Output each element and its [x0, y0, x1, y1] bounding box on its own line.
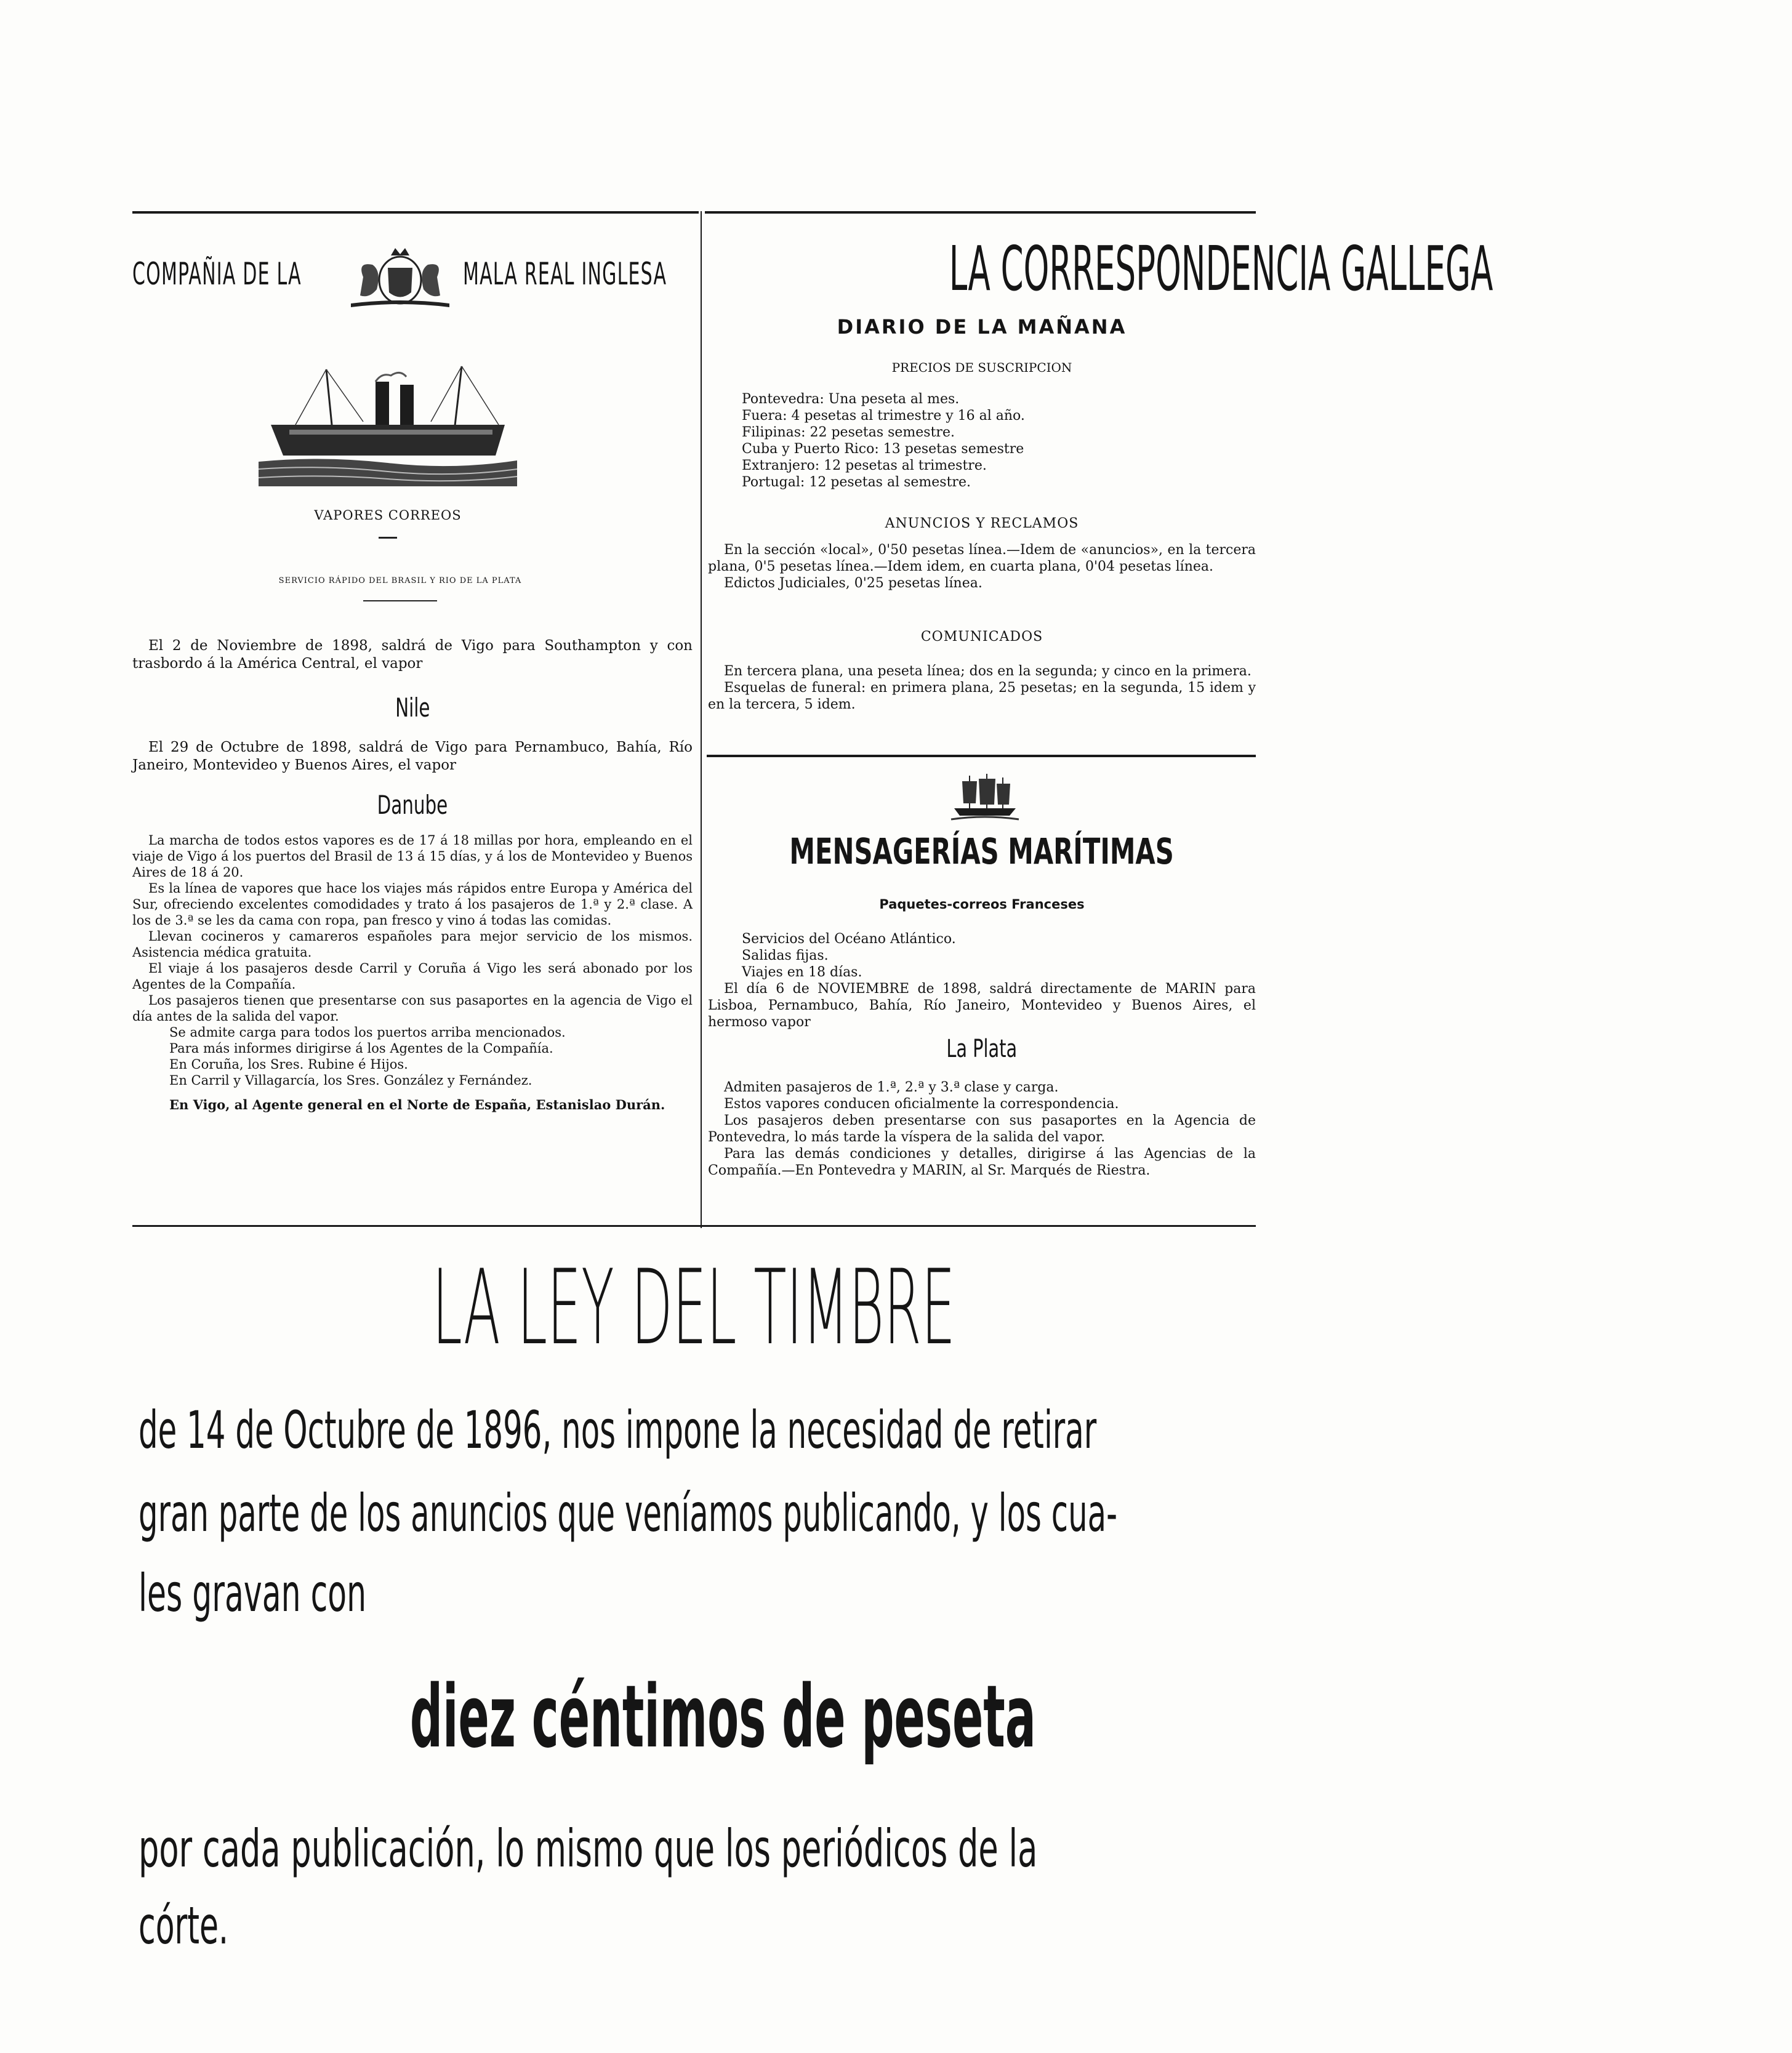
service-line: Servicios del Océano Atlántico. [742, 931, 956, 947]
ley-title-text: LA LEY DEL TIMBRE [432, 1247, 956, 1368]
ship-name-nile [132, 693, 693, 723]
sailing-ship-icon [951, 773, 1019, 823]
ley-highlight-text: diez céntimos de peseta [409, 1667, 1036, 1767]
ley-line-2-text: gran parte de los anuncios que veníamos publicando, y los cua- [139, 1483, 1118, 1543]
ley-line-1-text: de 14 de Octubre de 1896, nos impone la necesidad de retirar [139, 1400, 1097, 1460]
precio-line: Filipinas: 22 pesetas semestre. [742, 425, 955, 440]
body-paragraph: Es la línea de vapores que hace los viajes más rápidos entre Europa y América del Sur, ofreciendo excelentes comodidades y trato á los pasajeros de 1.ª y 2.ª clase. A los de 3.ª se les da cama con ropa, pan fresco y vino á todas las comidas. [132, 881, 693, 928]
notice-nile [132, 637, 693, 673]
la-plata-notice [708, 981, 1256, 1031]
precio-line: Portugal: 12 pesetas al semestre. [742, 475, 971, 490]
body-line: Para más informes dirigirse á los Agentes de la Compañía. [169, 1041, 553, 1056]
precio-line: Pontevedra: Una peseta al mes. [742, 392, 960, 407]
flourish-divider-1 [379, 537, 397, 539]
vapores-correos: VAPORES CORREOS [314, 508, 462, 523]
precios-heading: PRECIOS DE SUSCRIPCION [891, 360, 1072, 375]
ship-name-danube-text: Danube [377, 790, 448, 820]
body-line: En Carril y Villagarcía, los Sres. González y Fernández. [169, 1073, 532, 1088]
ley-line-5 [139, 1896, 508, 1958]
mala-real-title-right [463, 255, 697, 299]
ley-line-5-text: córte. [139, 1895, 229, 1956]
ship-name-nile-text: Nile [395, 693, 430, 723]
body-paragraph: La marcha de todos estos vapores es de 17 á 18 millas por hora, empleando en el viaje de Vigo á los puertos del Brasil de 13 á 15 días, y á los de Montevideo y Buenos Aires de 18 á 20. [132, 833, 693, 880]
agent-line: En Vigo, al Agente general en el Norte de España, Estanislao Durán. [169, 1097, 665, 1112]
comunicados-text: En tercera plana, una peseta línea; dos en la segunda; y cinco en la primera. [724, 664, 1252, 679]
mensagerias-subtitle-text: Paquetes-correos Franceses [879, 897, 1085, 912]
correspondencia-subtitle [708, 315, 1256, 339]
service-line: Viajes en 18 días. [742, 965, 862, 980]
anuncios-text: En la sección «local», 0'50 pesetas línea.—Idem de «anuncios», en la tercera plana, 0'5 pesetas línea.—Idem idem, en cuarta plana, 0'04 pesetas línea. [708, 542, 1256, 574]
service-line: Salidas fijas. [742, 948, 829, 963]
ship-name-la-plata-text: La Plata [946, 1035, 1018, 1063]
mensagerias-title-text: MENSAGERÍAS MARÍTIMAS [789, 830, 1175, 872]
precio-line: Extranjero: 12 pesetas al trimestre. [742, 458, 987, 473]
ship-name-danube [132, 790, 693, 821]
ley-line-1 [139, 1400, 1259, 1462]
flourish-divider-2 [363, 600, 437, 601]
la-plata-notice-text: El día 6 de NOVIEMBRE de 1898, saldrá directamente de MARIN para Lisboa, Pernambuco, Bahía, Río Janeiro, Montevideo y Buenos Aires, el hermoso vapor [708, 981, 1256, 1030]
body-paragraph: Estos vapores conducen oficialmente la correspondencia. [724, 1096, 1119, 1112]
servicio-line: SERVICIO RÁPIDO DEL BRASIL Y RIO DE LA PLATA [278, 576, 522, 585]
title-right-text: MALA REAL INGLESA [463, 256, 667, 292]
ley-highlight [132, 1667, 1256, 1767]
precio-line: Cuba y Puerto Rico: 13 pesetas semestre [742, 441, 1024, 457]
body-paragraph: Admiten pasajeros de 1.ª, 2.ª y 3.ª clase y carga. [724, 1080, 1059, 1095]
precios-list [742, 391, 1247, 491]
ley-line-2 [139, 1484, 1259, 1545]
top-rule-left [132, 211, 699, 214]
title-left-text: COMPAÑIA DE LA [132, 256, 302, 292]
esquelas-text: Esquelas de funeral: en primera plana, 25 pesetas; en la segunda, 15 idem y en la tercera, 5 idem. [708, 680, 1256, 712]
steamship-icon [259, 357, 517, 486]
notice-danube-text: El 29 de Octubre de 1898, saldrá de Vigo para Pernambuco, Bahía, Río Janeiro, Montevideo y Buenos Aires, el vapor [132, 739, 693, 773]
mala-real-title-left [132, 255, 342, 299]
ley-line-3-text: les gravan con [139, 1563, 367, 1623]
notice-nile-text: El 2 de Noviembre de 1898, saldrá de Vigo para Southampton y con trasbordo á la América Central, el vapor [132, 638, 693, 672]
comunicados-heading: COMUNICADOS [920, 629, 1043, 645]
edictos-text: Edictos Judiciales, 0'25 pesetas línea. [724, 576, 982, 591]
body-paragraph: Para las demás condiciones y detalles, dirigirse á las Agencias de la Compañía.—En Pontevedra y MARIN, al Sr. Marqués de Riestra. [708, 1146, 1256, 1178]
column-divider [701, 211, 702, 1228]
bottom-rule [132, 1225, 1256, 1227]
mensagerias-title [708, 831, 1256, 874]
ley-line-4-text: por cada publicación, lo mismo que los periódicos de la [139, 1818, 1038, 1879]
body-paragraph: Los pasajeros deben presentarse con sus pasaportes en la Agencia de Pontevedra, lo más tarde la víspera de la salida del vapor. [708, 1113, 1256, 1145]
body-paragraph: Los pasajeros tienen que presentarse con sus pasaportes en la agencia de Vigo el día antes de la salida del vapor. [132, 993, 693, 1024]
ley-title [132, 1247, 1256, 1368]
correspondencia-title-text: LA CORRESPONDENCIA GALLEGA [949, 233, 1493, 305]
notice-danube [132, 739, 693, 774]
anuncios-block [708, 542, 1256, 592]
mensagerias-subtitle [708, 897, 1256, 912]
correspondencia-title [708, 233, 1493, 307]
mid-right-rule [707, 755, 1256, 757]
royal-crest-icon [339, 243, 462, 311]
precio-line: Fuera: 4 pesetas al trimestre y 16 al año. [742, 408, 1025, 424]
mala-real-body [132, 832, 693, 1113]
top-rule-right [705, 211, 1256, 214]
body-paragraph: Llevan cocineros y camareros españoles para mejor servicio de los mismos. Asistencia médica gratuita. [132, 929, 693, 960]
body-line: En Coruña, los Sres. Rubine é Hijos. [169, 1057, 408, 1072]
body-paragraph: El viaje á los pasajeros desde Carril y Coruña á Vigo les será abonado por los Agentes de la Compañía. [132, 961, 693, 992]
ship-name-la-plata [708, 1034, 1256, 1065]
mensagerias-body [708, 1079, 1256, 1179]
ley-line-4 [139, 1819, 1259, 1881]
ley-line-3 [139, 1564, 1259, 1625]
body-line: Se admite carga para todos los puertos arriba mencionados. [169, 1025, 566, 1040]
comunicados-block [708, 663, 1256, 713]
mensagerias-lines [742, 931, 1247, 981]
anuncios-heading: ANUNCIOS Y RECLAMOS [885, 516, 1079, 531]
subtitle-text: DIARIO DE LA MAÑANA [837, 315, 1127, 339]
